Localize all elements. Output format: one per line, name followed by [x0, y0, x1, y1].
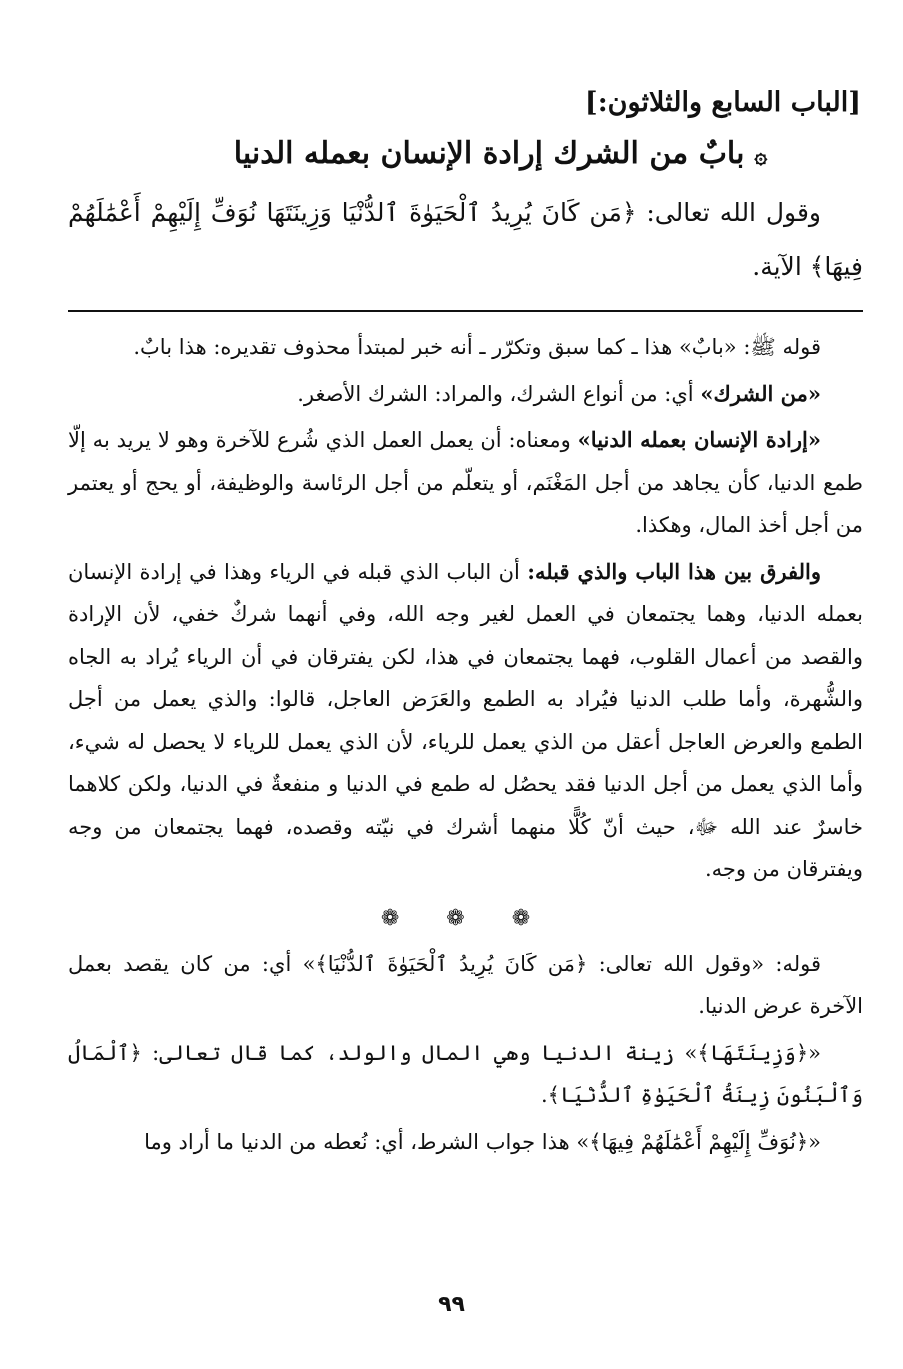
paragraph-4 — [68, 551, 863, 891]
paragraph-6 — [68, 1032, 863, 1117]
paragraph-2-text: أي: من أنواع الشرك، والمراد: الشرك الأصغر. — [297, 381, 701, 406]
divider — [68, 310, 863, 312]
paragraph-1 — [68, 326, 863, 369]
page-body — [68, 78, 863, 1369]
paragraph-7 — [68, 1121, 863, 1164]
paragraph-2 — [68, 373, 863, 416]
paragraph-1-text: قوله ﷺ: «بابٌ» هذا ـ كما سبق وتكرّر ـ أنه خبر لمبتدأ محذوف تقديره: هذا بابٌ. — [133, 335, 821, 359]
paragraph-4-lead: والفرق بين هذا الباب والذي قبله: — [527, 558, 821, 584]
chapter-title-line — [68, 128, 863, 182]
paragraph-6-text: «﴿وَزِينَتَهَا﴾» زينة الدنيا وهي المال والولد، كما قال تعالى: ﴿ٱلْمَالُ وَٱلْبَنُونَ زِينَةُ ٱلْحَيَوٰةِ ٱلدُّنْيَا﴾. — [68, 1040, 863, 1107]
paragraph-4-text: أن الباب الذي قبله في الرياء وهذا في إرادة الإنسان بعمله الدنيا، وهما يجتمعان في العمل لغير وجه الله، وفي أنهما شركٌ خفي، لأن الإرادة والقصد من أعمال القلوب، فهما يجتمعان في هذا، لكن يفترقان في أن الرياء يُراد به الجاه والشُّهرة، وأما طلب الدنيا فيُراد به الطمع والعَرَض العاجل، قالوا: والذي يعمل من أجل الطمع والعرض العاجل أعقل من الذي يعمل للرياء، لأن الذي يعمل للرياء لا يحصل له شيء، وأما الذي يعمل من أجل الدنيا فقد يحصُل له طمع في الدنيا و منفعةٌ في الدنيا، ولكن كلاهما خاسرٌ عند الله ﷻ، حيث أنّ كُلًّا منهما أشرك في نيّته وقصده، فهما يجتمعان من وجه ويفترقان من وجه. — [68, 559, 863, 881]
paragraph-5-text: قوله: «وقول الله تعالى: ﴿مَن كَانَ يُرِيدُ ٱلْحَيَوٰةَ ٱلدُّنْيَا﴾» أي: من كان يقصد بعمل الآخرة عرض الدنيا. — [68, 951, 863, 1018]
paragraph-5 — [68, 943, 863, 1028]
paragraph-3-lead: «إرادة الإنسان بعمله الدنيا» — [577, 427, 821, 452]
paragraph-3-text: ومعناه: أن يعمل العمل الذي شُرع للآخرة وهو لا يريد به إلّا طمع الدنيا، كأن يجاهد من أجل المَغْنَم، أو يتعلّم من أجل الرئاسة والوظيفة، أو يحج أو يعتمر من أجل أخذ المال، وهكذا. — [68, 428, 863, 537]
ornament-icon: ۞ — [754, 143, 768, 169]
paragraph-2-lead: «من الشرك» — [700, 380, 821, 406]
chapter-title: بابٌ من الشرك إرادة الإنسان بعمله الدنيا — [233, 136, 745, 171]
paragraph-3 — [68, 419, 863, 547]
paragraph-7-text: «﴿نُوَفِّ إِلَيْهِمْ أَعْمَٰلَهُمْ فِيهَا﴾» هذا جواب الشرط، أي: نُعطه من الدنيا ما أراد وما — [144, 1129, 821, 1154]
verse-intro: وقول الله تعالى: ﴿مَن كَانَ يُرِيدُ ٱلْحَيَوٰةَ ٱلدُّنْيَا وَزِينَتَهَا نُوَفِّ إِلَيْهِمْ أَعْمَٰلَهُمْ فِيهَا﴾ الآية. — [68, 198, 863, 281]
chapter-label: [الباب السابع والثلاثون:] — [584, 87, 861, 118]
page-number: ٩٩ — [438, 1292, 465, 1317]
section-separator: ❁ ❁ ❁ — [380, 905, 551, 931]
